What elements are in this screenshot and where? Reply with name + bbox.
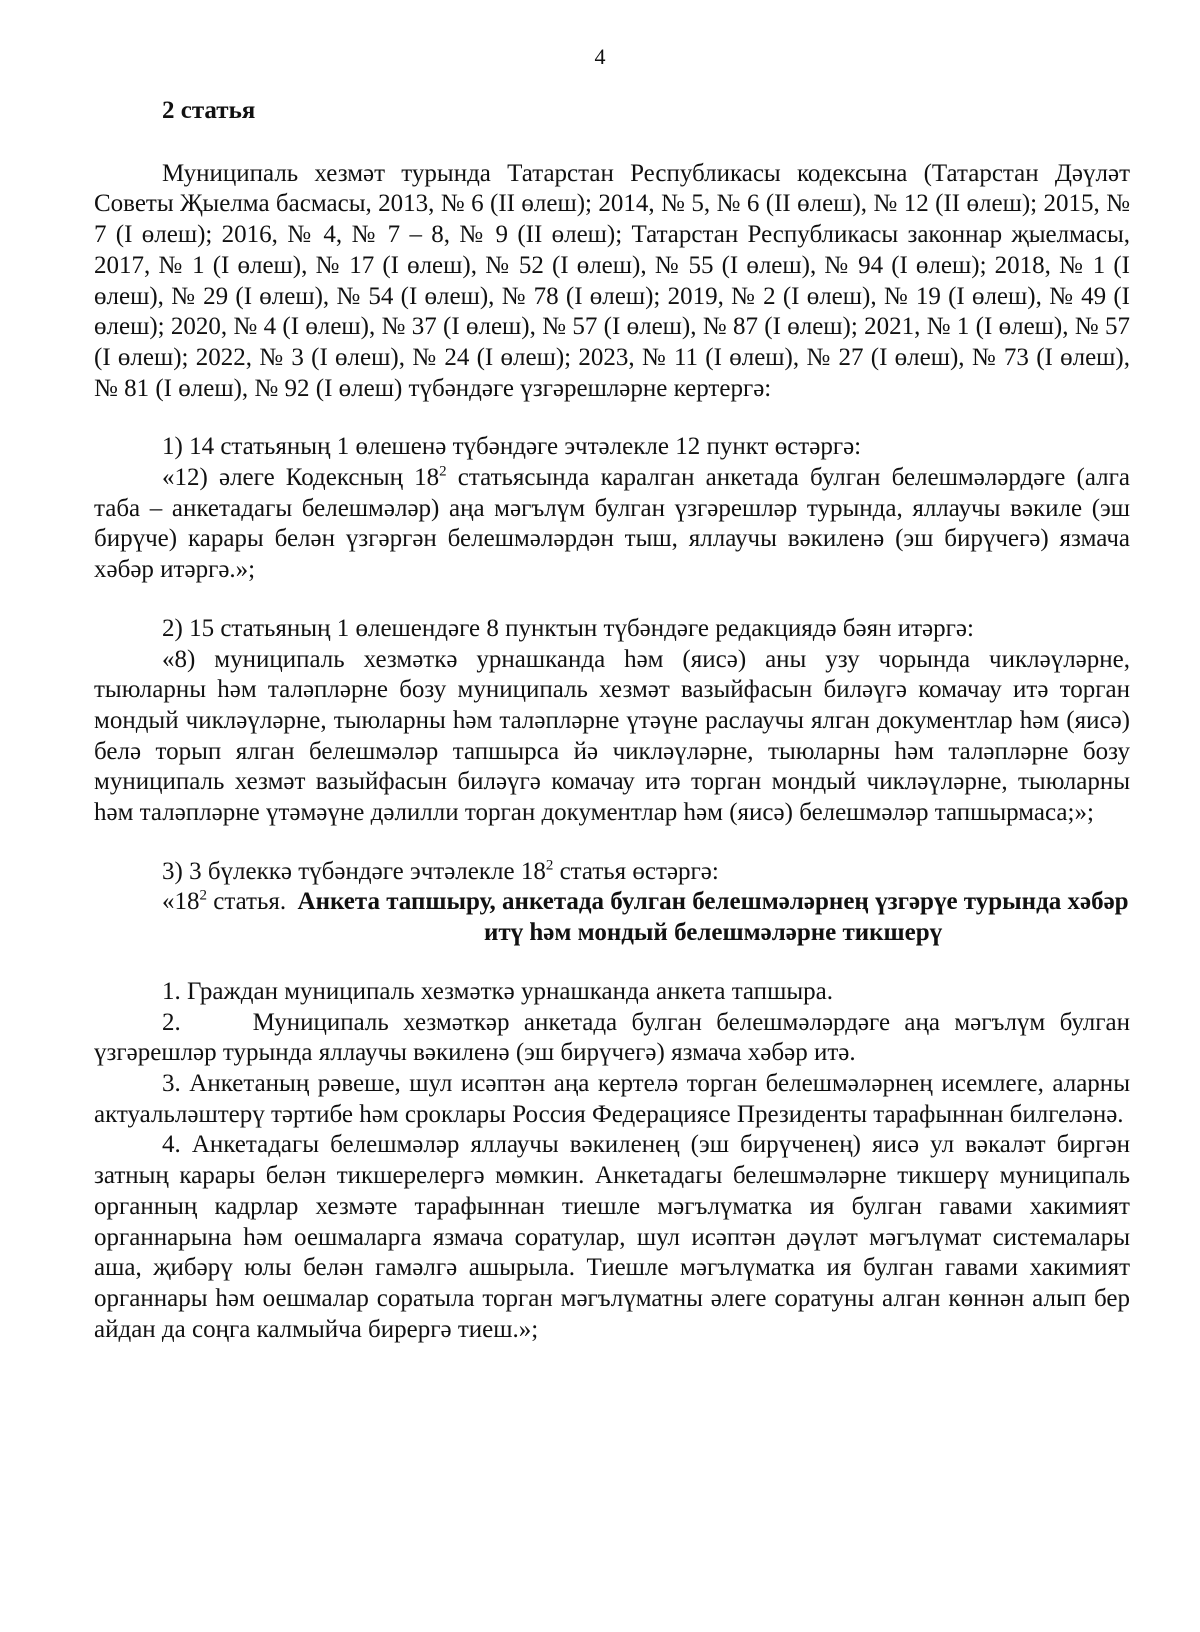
point-3: 3. Анкетаның рәвеше, шул исәптән аңа кертелә торган белешмәләрнең исемлеге, аларны актуальләштерү тәртибе һәм сроклары Россия Федерациясе Президенты тарафыннан билгеләнә. xyxy=(94,1069,1130,1128)
spacer xyxy=(94,586,1130,614)
item3-heading-pre: 3) 3 бүлеккә түбәндәге эчтәлекле 18 xyxy=(162,857,546,885)
item1-body xyxy=(94,463,1130,586)
point-1: 1. Граждан муниципаль хезмәткә урнашканда анкета тапшыра. xyxy=(162,977,833,1005)
spacer xyxy=(94,829,1130,857)
item1-body-post: статьясында каралган анкетада булган белешмәләрдәге (алга таба – анкетадагы белешмәләр) аңа мәгълүм булган үзгәрешләр турында, яллаучы вәкиле (эш бирүче) карары белән үзгәргән белешмәләрдән тыш, яллаучы вәкиленә (эш бирүчегә) язмача хәбәр итәргә.»; xyxy=(94,464,1130,584)
page-number: 4 xyxy=(594,44,606,69)
new-article-number xyxy=(162,887,296,918)
item1-body-sup: 2 xyxy=(439,463,447,480)
item1-body-pre: «12) әлеге Кодексның 18 xyxy=(162,464,440,492)
spacer xyxy=(94,949,1130,977)
new-article-number-sup: 2 xyxy=(199,888,207,905)
item3-heading-post: статья өстәргә: xyxy=(553,857,719,885)
point-4: 4. Анкетадагы белешмәләр яллаучы вәкиленең (эш бирүченең) яисә ул вәкаләт биргән затның карары белән тикшерелергә мөмкин. Анкетадагы белешмәләрне тикшерү муниципаль органның кадрлар хезмәте тарафыннан тиешле мәгълүматка ия булган гавами хакимият органнарына һәм оешмаларга язмача соратулар, шул исәптән дәүләт мәгълүмат системалары аша, җибәрү юлы белән гамәлгә ашырыла. Тиешле мәгълүматка ия булган гавами хакимият органнары һәм оешмалар соратыла торган мәгълүматны әлеге соратуны алган көннән алып бер айдан да соңга калмыйча бирергә тиеш.»; xyxy=(94,1131,1130,1343)
new-article-number-post: статья. xyxy=(207,888,287,916)
point-2: 2. Муниципаль хезмәткәр анкетада булган белешмәләрдәге аңа мәгълүм булган үзгәрешләр турында яллаучы вәкиленә (эш бирүчегә) язмача хәбәр итә. xyxy=(94,1008,1137,1067)
intro-paragraph: Муниципаль хезмәт турында Татарстан Республикасы кодексына (Татарстан Дәүләт Советы Җыелма басмасы, 2013, № 6 (II өлеш); 2014, № 5, № 6 (II өлеш), № 12 (II өлеш); 2015, № 7 (I өлеш); 2016, № 4, № 7 – 8, № 9 (II өлеш); Татарстан Республикасы законнар җыелмасы, 2017, № 1 (I өлеш), № 17 (I өлеш), № 52 (I өлеш), № 55 (I өлеш), № 94 (I өлеш); 2018, № 1 (I өлеш), № 29 (I өлеш), № 54 (I өлеш), № 78 (I өлеш); 2019, № 2 (I өлеш), № 19 (I өлеш), № 49 (I өлеш); 2020, № 4 (I өлеш), № 37 (I өлеш), № 57 (I өлеш), № 87 (I өлеш); 2021, № 1 (I өлеш), № 57 (I өлеш); 2022, № 3 (I өлеш), № 24 (I өлеш); 2023, № 11 (I өлеш), № 27 (I өлеш), № 73 (I өлеш), № 81 (I өлеш), № 92 (I өлеш) түбәндәге үзгәрешләрне кертергә: xyxy=(94,159,1130,402)
new-article-title-text: Анкета тапшыру, анкетада булган белешмәләрнең үзгәрүе турында хәбәр итү һәм мондый белешмәләрне тикшерү xyxy=(297,888,1129,947)
spacer xyxy=(94,404,1130,432)
item3-heading-sup: 2 xyxy=(545,857,554,874)
new-article-number-pre: «18 xyxy=(162,888,200,916)
article-heading: 2 статья xyxy=(162,97,256,124)
item1-heading: 1) 14 статьяның 1 өлешенә түбәндәге эчтәлекле 12 пункт өстәргә: xyxy=(162,433,862,461)
item2-heading: 2) 15 статьяның 1 өлешендәге 8 пунктын түбәндәге редакциядә бәян итәргә: xyxy=(162,614,974,642)
document-body xyxy=(94,96,1137,1345)
item3-heading xyxy=(94,857,1130,888)
new-article-title xyxy=(94,887,1130,948)
item2-body: «8) муниципаль хезмәткә урнашканда һәм (яисә) аны узу чорында чикләүләрне, тыюларны һәм таләпләрне бозу муниципаль хезмәт вазыйфасын биләүгә комачау итә торган мондый чикләүләрне, тыюларны һәм таләпләрне үтәүне раслаучы ялган документлар һәм (яисә) белә торып ялган белешмәләр тапшырса йә чикләүләрне, тыюларны һәм таләпләрне бозу муниципаль хезмәт вазыйфасын биләүгә комачау итә торган мондый чикләүләрне, тыюларны һәм таләпләрне үтәмәүне дәлилли торган документлар һәм (яисә) белешмәләр тапшырмаса;»; xyxy=(94,645,1130,827)
